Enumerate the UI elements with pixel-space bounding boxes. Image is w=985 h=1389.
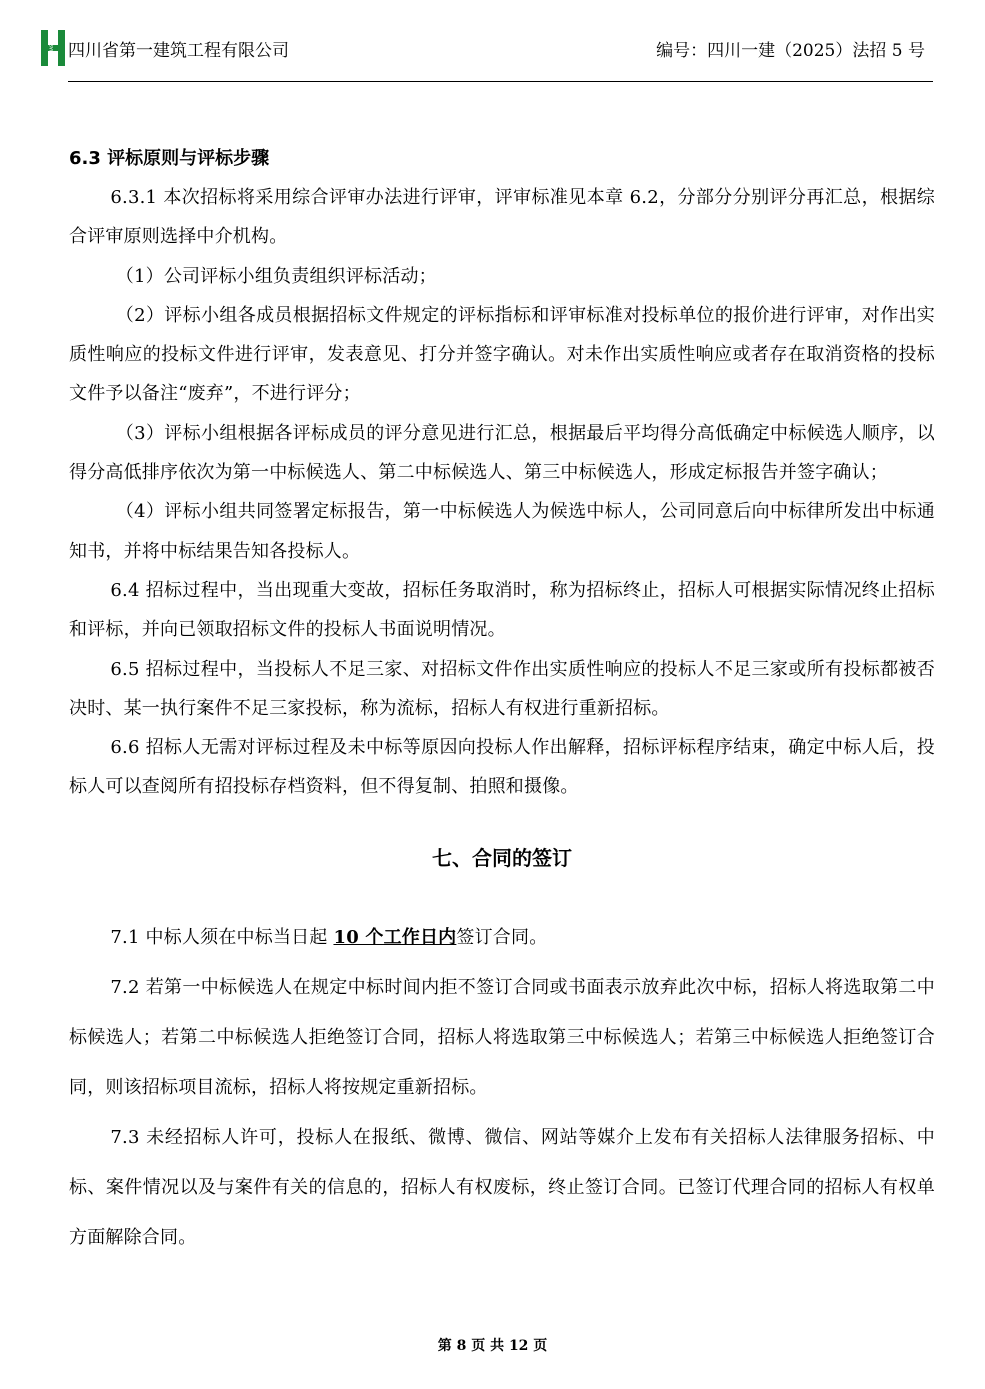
list-item-1: （1）公司评标小组负责组织评标活动；: [115, 265, 437, 287]
paragraph-7-3: 7.3 未经招标人许可，投标人在报纸、微博、微信、网站等媒介上发布有关招标人法律服务招标、中标、案件情况以及与案件有关的信息的，招标人有权废标，终止签订合同。已签订代理合同的招标人有权单方面解除合同。: [69, 1126, 935, 1248]
paragraph-7-1-prefix: 7.1 中标人须在中标当日起: [110, 926, 334, 948]
company-logo-icon: [40, 30, 66, 66]
paragraph-6-5: 6.5 招标过程中，当投标人不足三家、对招标文件作出实质性响应的投标人不足三家或所有投标都被否决时、某一执行案件不足三家投标，称为流标，招标人有权进行重新招标。: [69, 658, 935, 719]
page-header: [40, 28, 933, 82]
list-item-2: （2）评标小组各成员根据招标文件规定的评标指标和评审标准对投标单位的报价进行评审，对作出实质性响应的投标文件进行评审，发表意见、打分并签字确认。对未作出实质性响应或者存在取消资格的投标文件予以备注“废弃”，不进行评分；: [69, 304, 935, 405]
paragraph-7-1: [69, 913, 935, 963]
document-number: 编号：四川一建（2025）法招 5 号: [656, 41, 925, 61]
paragraph-7-2: 7.2 若第一中标候选人在规定中标时间内拒不签订合同或书面表示放弃此次中标，招标人将选取第二中标候选人；若第二中标候选人拒绝签订合同，招标人将选取第三中标候选人；若第三中标候选人拒绝签订合同，则该招标项目流标，招标人将按规定重新招标。: [69, 976, 935, 1098]
paragraph-6-4: 6.4 招标过程中，当出现重大变故，招标任务取消时，称为招标终止，招标人可根据实际情况终止招标和评标，并向已领取招标文件的投标人书面说明情况。: [69, 579, 935, 641]
list-item-4: （4）评标小组共同签署定标报告，第一中标候选人为候选中标人，公司同意后向中标律所发出中标通知书，并将中标结果告知各投标人。: [69, 501, 935, 562]
paragraph-6-6: 6.6 招标人无需对评标过程及未中标等原因向投标人作出解释，招标评标程序结束，确定中标人后，投标人可以查阅所有招投标存档资料，但不得复制、拍照和摄像。: [69, 737, 935, 798]
company-name: 四川省第一建筑工程有限公司: [68, 41, 289, 61]
paragraph-7-1-suffix: 签订合同。: [456, 926, 548, 948]
deadline-emphasis: 10 个工作日内: [333, 926, 457, 948]
chapter-title-7: 七、合同的签订: [432, 845, 572, 870]
header-divider: [68, 81, 933, 82]
section-title-6-3: 6.3 评标原则与评标步骤: [69, 148, 270, 169]
paragraph-6-3-1: 6.3.1 本次招标将采用综合评审办法进行评审，评审标准见本章 6.2，分部分分别评分再汇总，根据综合评审原则选择中介机构。: [69, 187, 935, 248]
page-footer: 第 8 页 共 12 页: [437, 1338, 548, 1354]
list-item-3: （3）评标小组根据各评标成员的评分意见进行汇总，根据最后平均得分高低确定中标候选人顺序，以得分高低排序依次为第一中标候选人、第二中标候选人、第三中标候选人，形成定标报告并签字确认；: [69, 422, 935, 484]
document-body: [69, 140, 935, 1263]
svg-text:HUASHI: HUASHI: [49, 40, 54, 56]
